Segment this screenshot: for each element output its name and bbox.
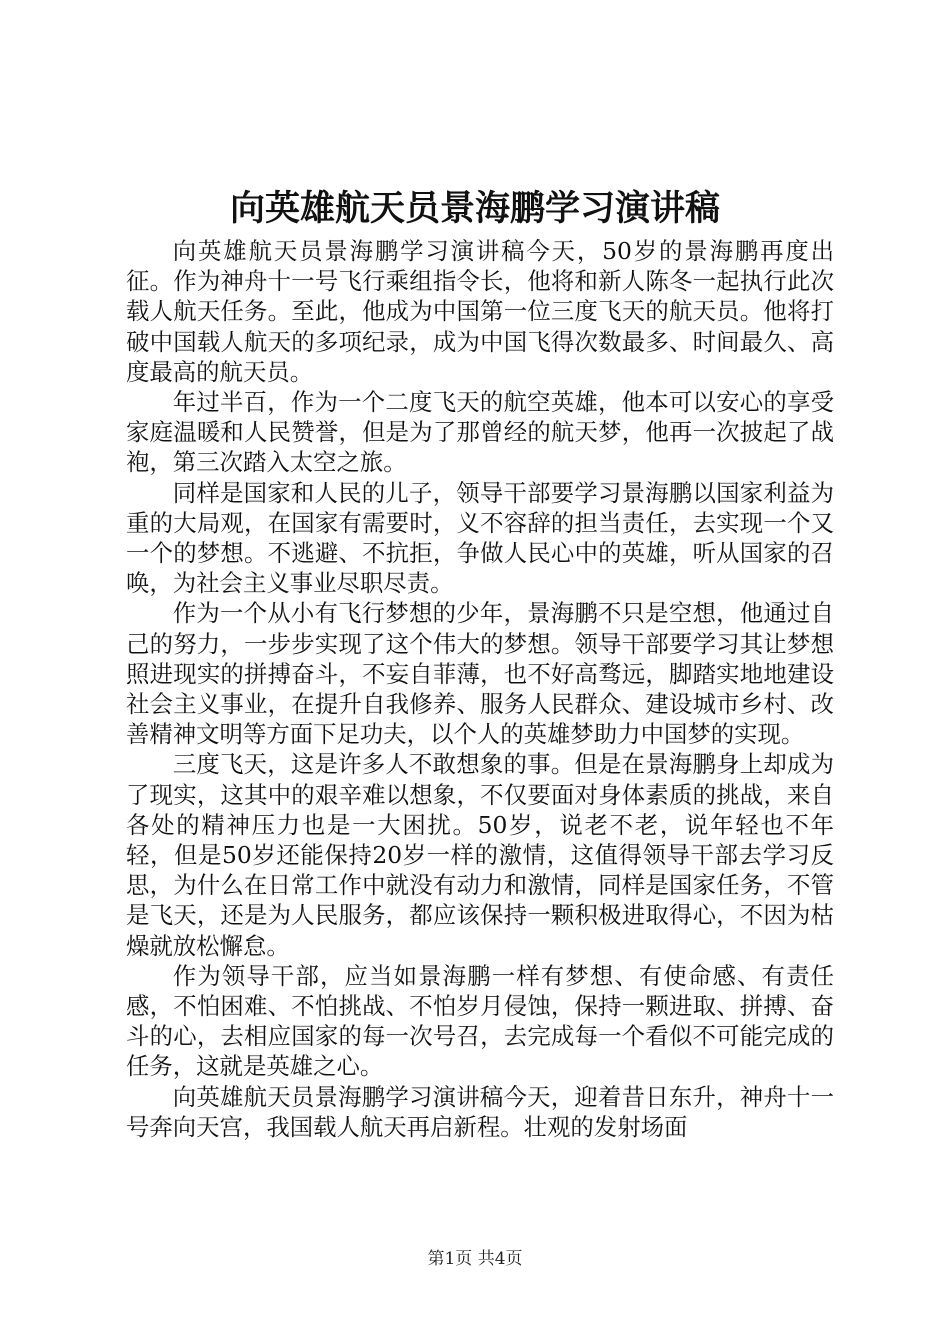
paragraph: 向英雄航天员景海鹏学习演讲稿今天，迎着昔日东升，神舟十一号奔向天宫，我国载人航天再启新程。壮观的发射场面	[126, 1082, 834, 1141]
document-body	[126, 236, 834, 1142]
paragraph: 同样是国家和人民的儿子，领导干部要学习景海鹏以国家利益为重的大局观，在国家有需要时，义不容辞的担当责任，去实现一个又一个的梦想。不逃避、不抗拒，争做人民心中的英雄，听从国家的召唤，为社会主义事业尽职尽责。	[126, 478, 834, 598]
page-title: 向英雄航天员景海鹏学习演讲稿	[229, 188, 720, 229]
paragraph: 作为一个从小有飞行梦想的少年，景海鹏不只是空想，他通过自己的努力，一步步实现了这个伟大的梦想。领导干部要学习其让梦想照进现实的拼搏奋斗，不妄自菲薄，也不好高骛远，脚踏实地地建设社会主义事业，在提升自我修养、服务人民群众、建设城市乡村、改善精神文明等方面下足功夫，以个人的英雄梦助力中国梦的实现。	[126, 599, 834, 749]
paragraph: 作为领导干部，应当如景海鹏一样有梦想、有使命感、有责任感，不怕困难、不怕挑战、不怕岁月侵蚀，保持一颗进取、拼搏、奋斗的心，去相应国家的每一次号召，去完成每一个看似不可能完成的任务，这就是英雄之心。	[126, 961, 834, 1081]
paragraph: 向英雄航天员景海鹏学习演讲稿今天，50岁的景海鹏再度出征。作为神舟十一号飞行乘组指令长，他将和新人陈冬一起执行此次载人航天任务。至此，他成为中国第一位三度飞天的航天员。他将打破中国载人航天的多项纪录，成为中国飞得次数最多、时间最久、高度最高的航天员。	[126, 237, 834, 386]
paragraph: 三度飞天，这是许多人不敢想象的事。但是在景海鹏身上却成为了现实，这其中的艰辛难以想象，不仅要面对身体素质的挑战，来自各处的精神压力也是一大困扰。50岁，说老不老，说年轻也不年轻，但是50岁还能保持20岁一样的激情，这值得领导干部去学习反思，为什么在日常工作中就没有动力和激情，同样是国家任务，不管是飞天，还是为人民服务，都应该保持一颗积极进取得心，不因为枯燥就放松懈怠。	[126, 750, 834, 960]
page-number-footer: 第1页 共4页	[427, 1249, 523, 1269]
paragraph: 年过半百，作为一个二度飞天的航空英雄，他本可以安心的享受家庭温暖和人民赞誉，但是为了那曾经的航天梦，他再一次披起了战袍，第三次踏入太空之旅。	[126, 388, 834, 477]
